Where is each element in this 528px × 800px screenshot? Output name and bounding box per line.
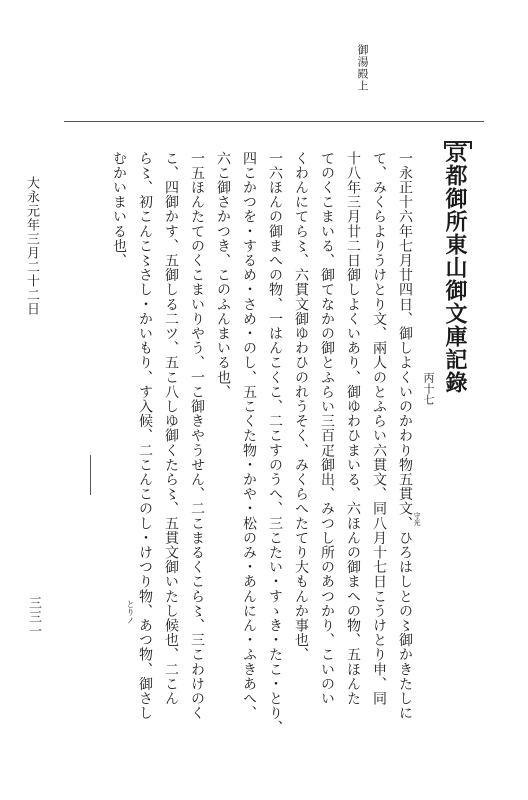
text-column: ら〻、初こんこ〻さし・かいもり、す入候、二こんこのし・けつり物、あつ物、御さし — [137, 151, 153, 721]
margin-date: 大永元年三月二十二日 — [24, 176, 39, 316]
page-number: 三三一 — [26, 596, 41, 638]
text-column: 四こかつを・するめ・さめ・のし、五こくた物・かや・松のみ・あんにん・ふきあへ、 — [241, 151, 257, 721]
section-title: 京都御所東山御文庫記錄 — [442, 141, 468, 394]
ruby-gloss: 守光 — [413, 512, 421, 526]
text-column: むかいまいる也、 — [111, 151, 127, 268]
running-header: 御湯殿上 — [356, 44, 369, 92]
header-rule — [64, 121, 484, 122]
text-column: 一五ほんたてのくこまいりやう、一こ御きやうせん、二こまるくこら〻、三こわけのく — [189, 151, 205, 721]
text-column: てのくこまいる、御てなかの御とふらい三百疋御出、みつし所のあつかり、こいのい — [319, 151, 335, 706]
text-column: 十八年三月廿二日御しよくいあり、御ゆわひまいる、六ほんの御まへの物、五ほんた — [345, 151, 361, 706]
ruby-gloss: とりノ — [126, 600, 135, 624]
text-column: こ、四御かす、五御しる二ツ、五こ八しゆ御くたら〻、五貫文御いたし候也、二こん — [163, 151, 179, 706]
column-divider — [90, 455, 91, 495]
text-column: 一六ほんの御まへの物、一はんこくこ、二こすのうへ、三こたい・すゝき・たこ・とり、 — [267, 151, 283, 735]
text-column: くわんにてら〻、六貫文御ゆわひのれうそく、みくらへたてり大もんか事也、 — [293, 151, 309, 662]
text-column: 六こ御さかつき、このふんまいる也、 — [215, 151, 231, 400]
text-column: 一永正十六年七月廿四日、御しよくいのかわり物五貫文、ひろはしとの〻御かきたしに — [397, 151, 413, 721]
section-number: 丙十七 — [422, 372, 435, 405]
text-column: て、みくらよりうけとり文、兩人のとふらい六貫文、同八月十七日こうけとり申、同 — [371, 151, 387, 706]
